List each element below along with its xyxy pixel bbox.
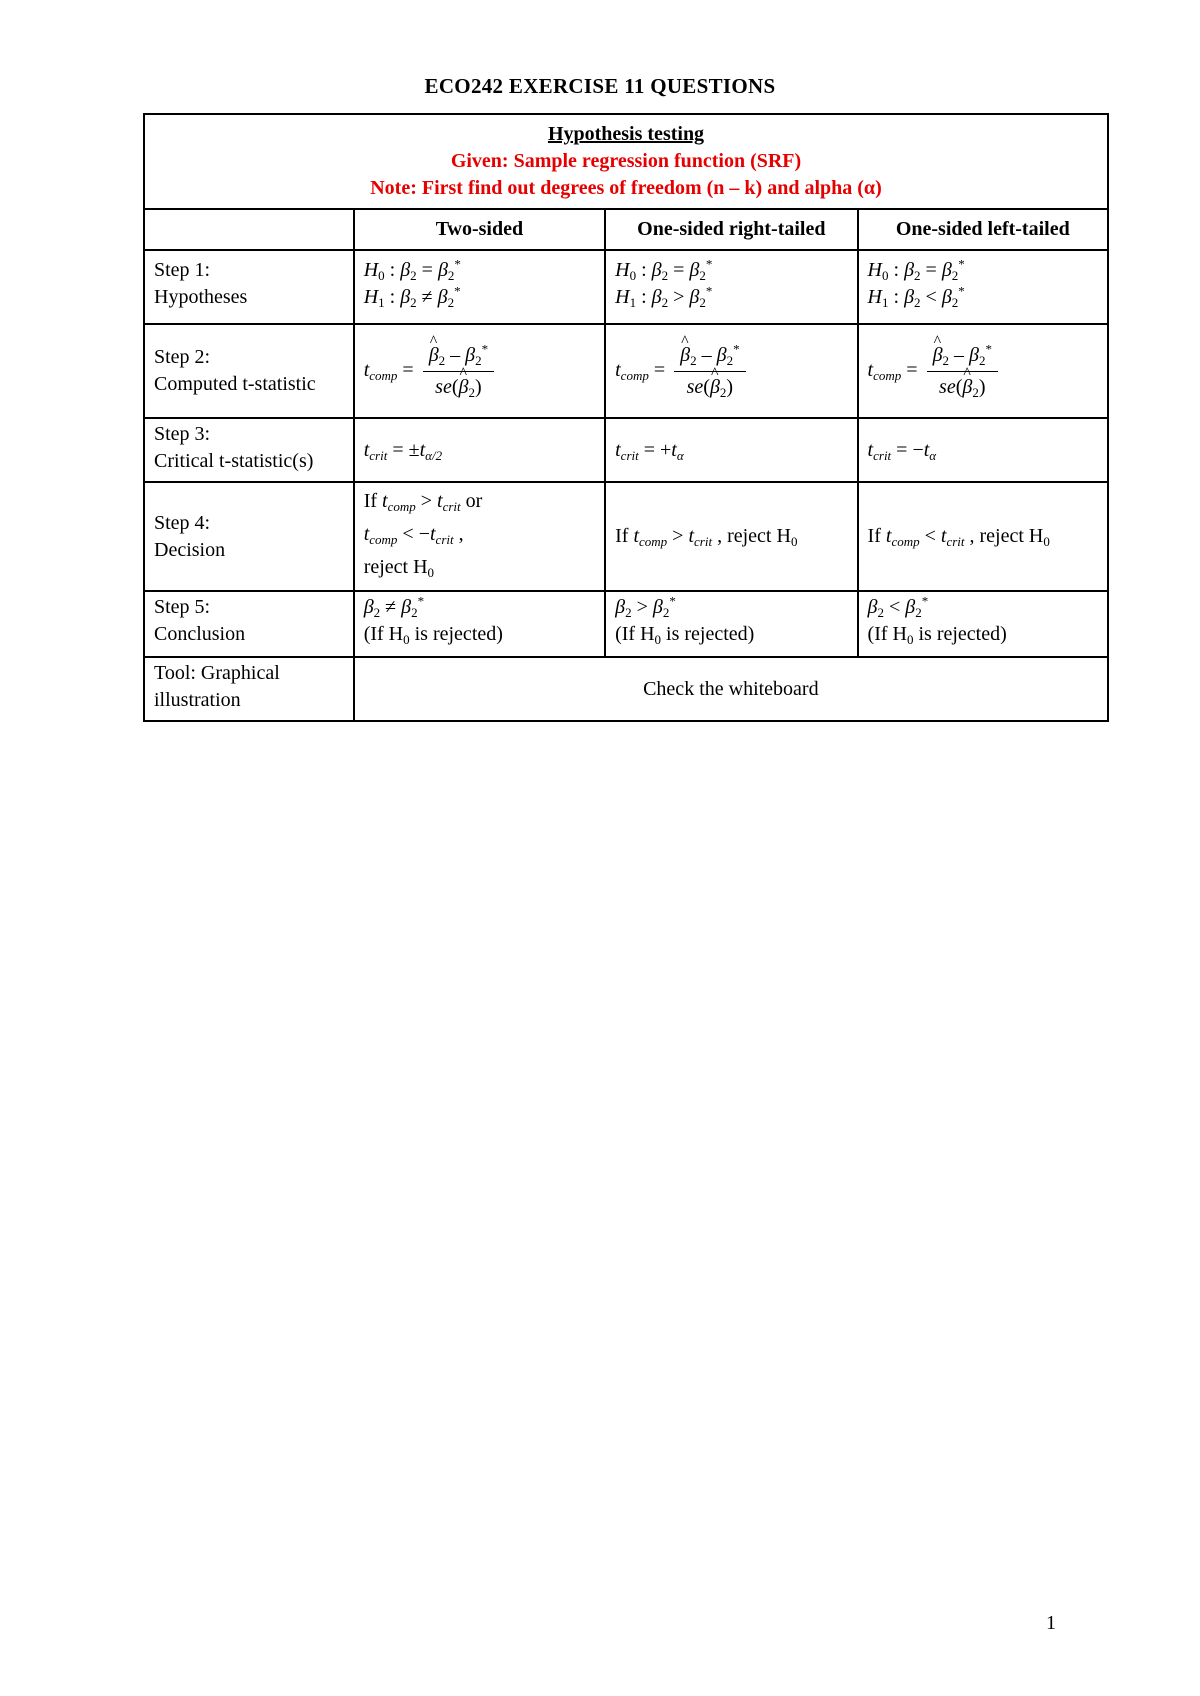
conclusion-right-tailed: $\beta_2 > \beta_2^*$ (If $H_0$ is rejected) [605, 591, 857, 657]
step-number: Step 3: [154, 423, 211, 445]
step-label: Conclusion [154, 623, 246, 645]
conclusion-note-end: is rejected) [913, 623, 1007, 645]
column-header-right-tailed: One-sided right-tailed [605, 209, 857, 250]
conclusion-note-end: is rejected) [409, 623, 503, 645]
banner-title: Hypothesis testing [547, 123, 705, 145]
step-label: Computed t-statistic [154, 373, 316, 395]
column-header-left-tailed: One-sided left-tailed [858, 209, 1108, 250]
decision-left-tailed: If $t_{comp} < t_{crit}$ , reject $H_0$ [858, 482, 1108, 591]
t-comp-formula-left-tailed: $t_{comp}$ = ^ $\frac{\beta_2 - \beta_2^*}{se(\^{} \beta_2)}$ [858, 324, 1108, 418]
conclusion-note: (If H [363, 623, 404, 645]
row-label-tool: Tool: Graphical illustration [144, 657, 354, 721]
step-label: Critical t-statistic(s) [154, 450, 314, 472]
t-crit-two-sided: $t_{crit} = \pm t_{\alpha/2}$ [354, 418, 605, 482]
h-subscript: 0 [654, 632, 662, 647]
step-number: Step 1: [154, 259, 211, 281]
decision-reject: reject H [363, 556, 428, 578]
h-subscript: 0 [1043, 534, 1050, 549]
corner-cell [144, 209, 354, 250]
decision-two-sided: If $t_{comp} > t_{crit}$ or $t_{comp} < -t_{crit}$ , reject $H_0$ [354, 482, 605, 591]
page-number: 1 [1046, 1612, 1056, 1634]
t-comp-formula-two-sided: $t_{comp}$ = ^ $\frac{\beta_2 - \beta_2^*}{se(\^{} \beta_2)}$ [354, 324, 605, 418]
t-comp-formula-right-tailed: $t_{comp}$ = ^ $\frac{\beta_2 - \beta_2^*}{se(\^{} \beta_2)}$ [605, 324, 857, 418]
hypotheses-left-tailed [858, 250, 1108, 324]
row-label-hypotheses [144, 250, 354, 324]
h-subscript: 0 [906, 632, 914, 647]
conclusion-two-sided: $\beta_2 \ne \beta_2^*$ (If $H_0$ is rejected) [354, 591, 605, 657]
null-hypothesis: $H_0$ : $\beta_2 = \beta_2^*$ [867, 256, 965, 283]
table-row [144, 482, 1108, 591]
decision-if: If [615, 525, 629, 547]
banner-note: Note: First find out degrees of freedom (n – k) and alpha (α) [370, 177, 882, 199]
decision-or: or [465, 490, 483, 512]
step-number: Step 4: [154, 511, 211, 534]
alternative-hypothesis: $H_1$ : $\beta_2 \ne \beta_2^*$ [363, 283, 461, 310]
step-number: Step 5: [154, 596, 211, 618]
column-header-two-sided: Two-sided [354, 209, 605, 250]
decision-if: If [363, 490, 378, 512]
null-hypothesis: $H_0$ : $\beta_2 = \beta_2^*$ [615, 256, 713, 283]
hypothesis-testing-table [143, 113, 1109, 722]
row-label-decision [144, 482, 354, 591]
hypotheses-two-sided [354, 250, 605, 324]
conclusion-note-end: is rejected) [661, 623, 755, 645]
step-label: Hypotheses [154, 286, 248, 308]
hypotheses-right-tailed [605, 250, 857, 324]
table-row [144, 324, 1108, 418]
step-number: Step 2: [154, 346, 211, 368]
row-label-critical-t [144, 418, 354, 482]
banner-given: Given: Sample regression function (SRF) [450, 150, 802, 172]
tool-value: Check the whiteboard [354, 657, 1108, 721]
page-title: ECO242 EXERCISE 11 QUESTIONS [424, 74, 776, 98]
table-row [144, 591, 1108, 657]
t-comp-fraction: ^ $\frac{\beta_2 - \beta_2^*}{se(\^{} \beta_2)}$ [927, 342, 998, 401]
banner-cell [144, 114, 1108, 209]
table-row [144, 418, 1108, 482]
t-comp-fraction: ^ $\frac{\beta_2 - \beta_2^*}{se(\^{} \beta_2)}$ [674, 342, 745, 401]
column-header-row [144, 209, 1108, 250]
table-row [144, 250, 1108, 324]
t-crit-left-tailed: $t_{crit} = -t_\alpha$ [858, 418, 1108, 482]
step-label: Decision [154, 538, 226, 561]
table-row [144, 657, 1108, 721]
decision-if: If [867, 525, 881, 547]
row-label-computed-t [144, 324, 354, 418]
alternative-hypothesis: $H_1$ : $\beta_2 > \beta_2^*$ [615, 283, 713, 310]
conclusion-left-tailed: $\beta_2 < \beta_2^*$ (If $H_0$ is rejected) [858, 591, 1108, 657]
h-subscript: 0 [427, 565, 435, 580]
alternative-hypothesis: $H_1$ : $\beta_2 < \beta_2^*$ [867, 283, 965, 310]
null-hypothesis: $H_0$ : $\beta_2 = \beta_2^*$ [363, 256, 461, 283]
h-subscript: 0 [403, 632, 410, 647]
conclusion-note: (If H [867, 623, 907, 645]
h-subscript: 0 [790, 534, 798, 549]
decision-reject: , reject H [717, 525, 791, 547]
conclusion-note: (If H [615, 623, 655, 645]
decision-right-tailed: If $t_{comp} > t_{crit}$ , reject $H_0$ [605, 482, 857, 591]
decision-reject: , reject H [969, 525, 1044, 547]
t-comp-fraction: ^ $\frac{\beta_2 - \beta_2^*}{se(\^{} \beta_2)}$ [423, 342, 494, 401]
t-crit-right-tailed: $t_{crit} = +t_\alpha$ [605, 418, 857, 482]
row-label-conclusion [144, 591, 354, 657]
banner-row [144, 114, 1108, 209]
